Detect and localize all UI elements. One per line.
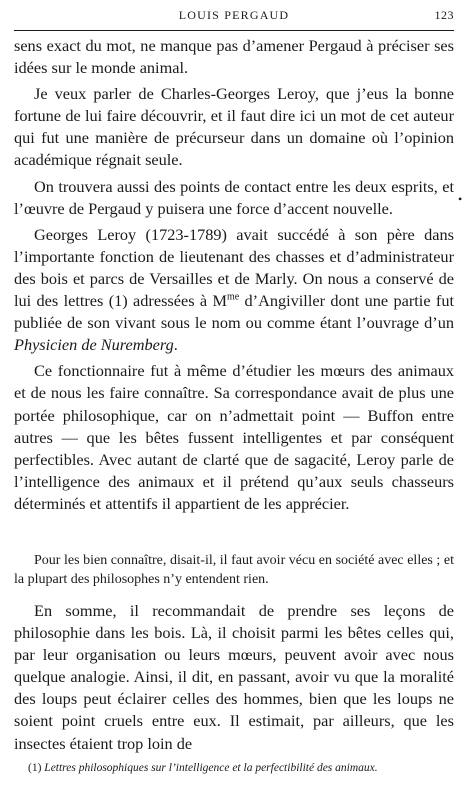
footnote-text: Lettres philosophiques sur l’intelligence et la perfectibilité des animaux. [44, 762, 378, 774]
paragraph-continuation: sens exact du mot, ne manque pas d’amener Pergaud à préciser ses idées sur le monde animal. [14, 36, 454, 78]
biography-text-middle: d’Angiviller dont une partie fut publiée de son vivant sous le nom ou comme étant l’ouvrage d’un [14, 291, 454, 333]
running-head [14, 8, 454, 26]
italic-title-physicien: Physicien de Nuremberg [14, 335, 174, 355]
biography-text-end: . [173, 335, 178, 355]
paragraph-study-of-animals: Ce fonctionnaire fut à même d’étudier les mœurs des animaux et de nous les faire connaître. Sa correspondance avait de plus une portée philosophique, car on n’admettait point — Buffon entre autres — que les bêtes fussent intelligentes et par conséquent perfectibles. Avec autant de clarté que de sagacité, Leroy parle de l’intelligence des animaux et il prétend qu’aux seuls chasseurs déterminés et attentifs il appartient de les apprécier. [14, 361, 454, 513]
paragraph-leroy-biography [14, 224, 454, 357]
running-head-title: LOUIS PERGAUD [178, 8, 290, 22]
header-rule [14, 30, 454, 31]
biography-text-start: Georges Leroy (1723-1789) avait succédé à son père dans l’importante fonction de lieutenant des chasses et d’administrateur des bois et parcs de Versailles et de Marly. On nous a conservé de lui des lettres (1) adressées à M [14, 224, 454, 311]
paragraph-contact-points: On trouvera aussi des points de contact entre les deux esprits, et l’œuvre de Pergaud y puisera une force d’accent nouvelle. [14, 176, 454, 218]
footnote-marker: (1) [28, 762, 42, 774]
paragraph-leroy-intro: Je veux parler de Charles-Georges Leroy, que j’eus la bonne fortune de lui faire découvrir, et il faut dire ici un mot de cet auteur qui fut une manière de précurseur dans un domaine où l’opinion académique régnait seule. [14, 84, 454, 170]
page-number: 123 [434, 8, 454, 22]
superscript-abbreviation: me [226, 291, 240, 303]
main-text [14, 35, 454, 515]
margin-dot-mark: • [458, 192, 463, 206]
paragraph-closing: En somme, il recommandait de prendre ses leçons de philosophie dans les bois. Là, il choisit parmi les bêtes celles qui, par leur organisation ou leurs mœurs, peuvent avoir avec nous quelque analogie. Ainsi, il dit, en passant, avoir vu que la moralité des loups peut éclairer celles des hommes, bien que les loups ne soient point cruels entre eux. Il estimait, par ailleurs, que les insectes étaient trop loin de [14, 601, 454, 753]
footnote [14, 760, 454, 776]
quotation: Pour les bien connaître, disait-il, il faut avoir vécu en société avec elles ; et la plupart des philosophes n’y entendent rien. [14, 553, 454, 587]
